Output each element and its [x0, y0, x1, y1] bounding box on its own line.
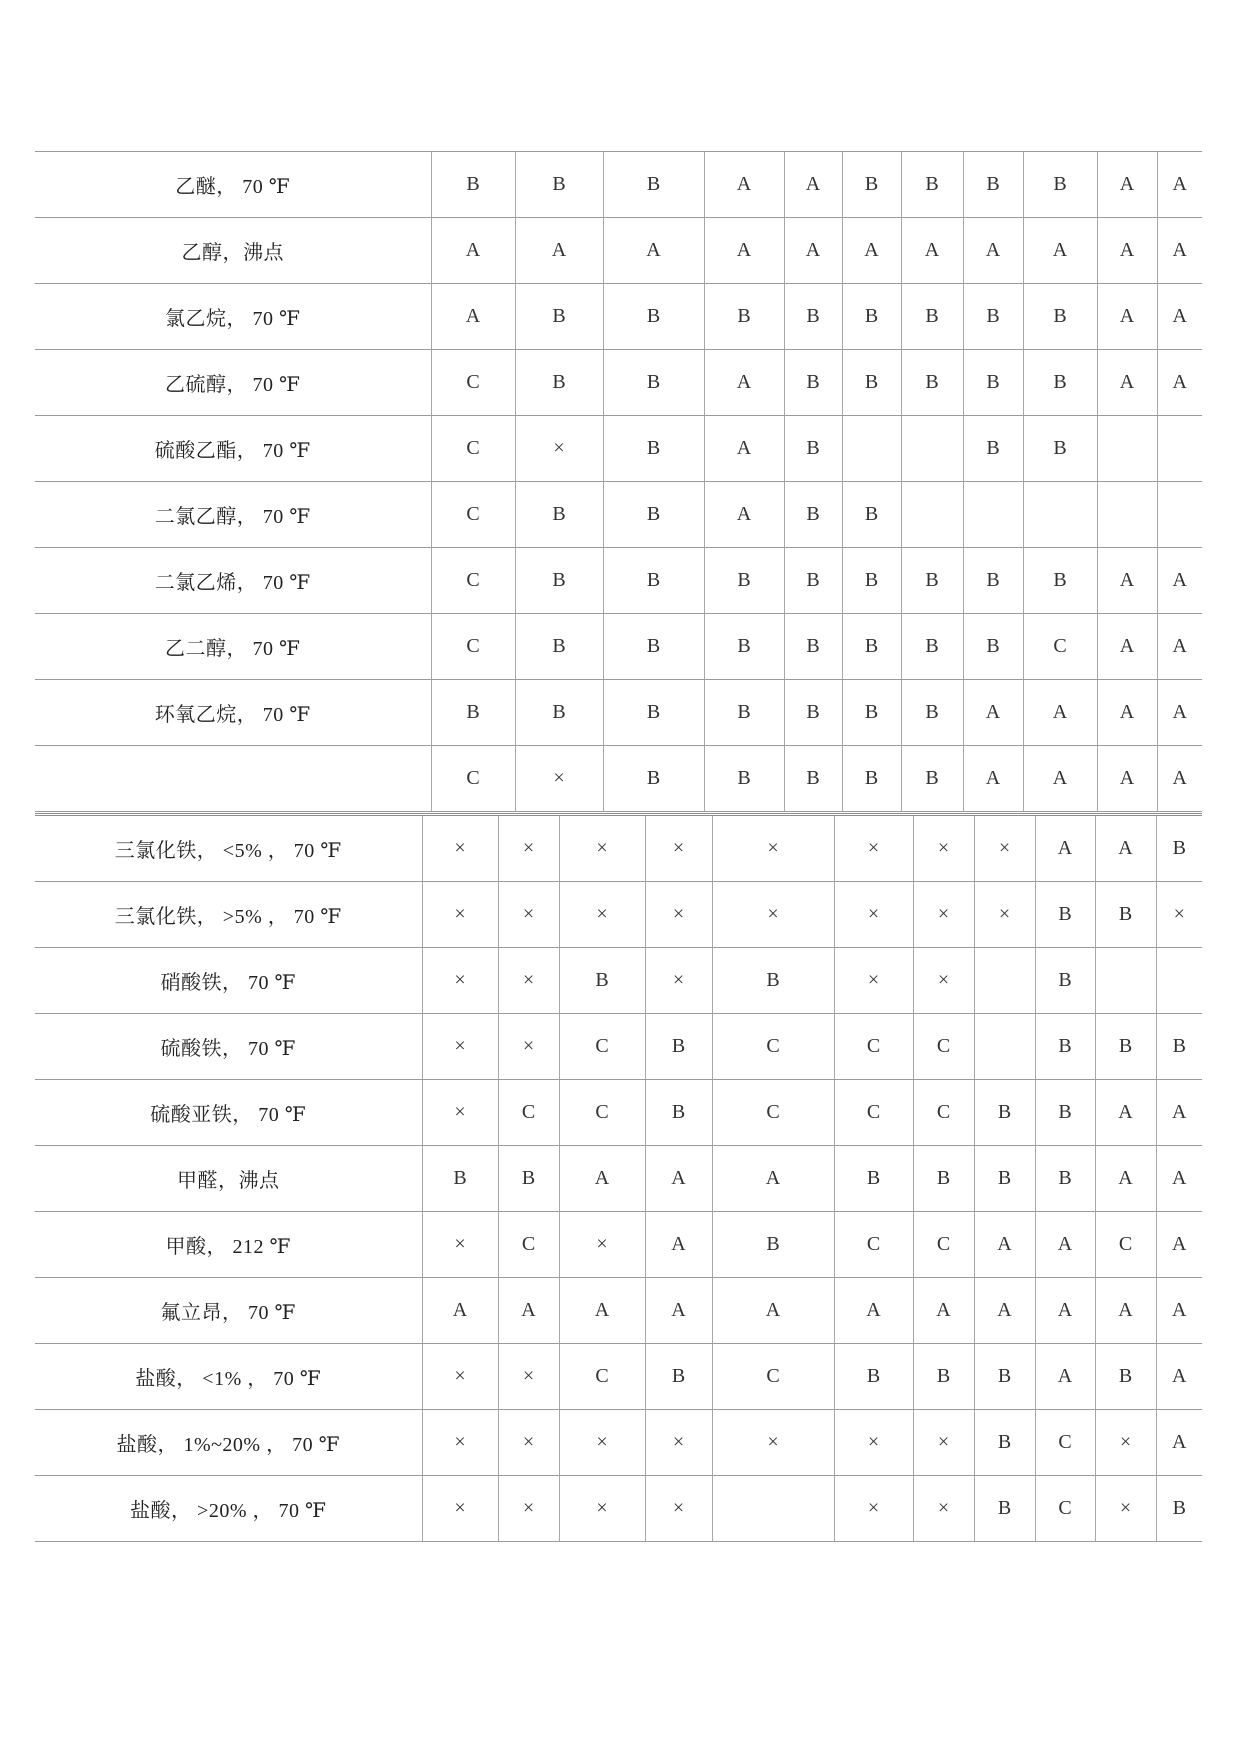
- rating-cell: A: [498, 1278, 559, 1344]
- rating-cell: B: [645, 1344, 712, 1410]
- rating-cell: A: [1097, 614, 1157, 680]
- rating-cell: A: [1023, 218, 1097, 284]
- rating-cell: A: [1095, 1278, 1156, 1344]
- rating-cell: A: [712, 1146, 834, 1212]
- rating-cell: A: [1023, 746, 1097, 812]
- rating-cell: A: [1095, 1146, 1156, 1212]
- table-row: [35, 416, 1202, 482]
- rating-cell: B: [901, 548, 963, 614]
- table-row: [35, 1476, 1202, 1542]
- rating-cell: C: [431, 416, 515, 482]
- rating-cell: A: [1035, 1212, 1095, 1278]
- rating-cell: B: [974, 1146, 1035, 1212]
- rating-cell: ×: [913, 948, 974, 1014]
- rating-cell: B: [559, 948, 645, 1014]
- rating-cell: A: [974, 1278, 1035, 1344]
- rating-cell: [1097, 416, 1157, 482]
- rating-cell: ×: [974, 815, 1035, 882]
- rating-cell: ×: [834, 1410, 913, 1476]
- rating-cell: ×: [498, 948, 559, 1014]
- rating-cell: B: [704, 746, 784, 812]
- rating-cell: ×: [559, 882, 645, 948]
- rating-cell: B: [1156, 1014, 1202, 1080]
- rating-cell: ×: [645, 882, 712, 948]
- rating-cell: C: [913, 1014, 974, 1080]
- rating-cell: ×: [645, 1476, 712, 1542]
- rating-cell: ×: [1156, 882, 1202, 948]
- rating-cell: A: [834, 1278, 913, 1344]
- rating-cell: [1097, 482, 1157, 548]
- rating-cell: B: [1023, 416, 1097, 482]
- rating-cell: A: [1035, 815, 1095, 882]
- row-label: 盐酸， <1% ， 70 ℉: [35, 1344, 422, 1410]
- rating-cell: C: [1035, 1410, 1095, 1476]
- rating-cell: A: [1156, 1146, 1202, 1212]
- rating-cell: A: [704, 218, 784, 284]
- rating-cell: ×: [559, 1212, 645, 1278]
- rating-cell: A: [704, 350, 784, 416]
- rating-cell: B: [974, 1410, 1035, 1476]
- rating-cell: ×: [422, 1212, 498, 1278]
- rating-cell: B: [1035, 1146, 1095, 1212]
- rating-cell: B: [1156, 1476, 1202, 1542]
- rating-cell: A: [1157, 548, 1202, 614]
- table-row: [35, 284, 1202, 350]
- rating-cell: ×: [913, 882, 974, 948]
- rating-cell: ×: [498, 1410, 559, 1476]
- rating-cell: ×: [645, 1410, 712, 1476]
- row-label: 环氧乙烷， 70 ℉: [35, 680, 431, 746]
- row-label: 硫酸铁， 70 ℉: [35, 1014, 422, 1080]
- rating-cell: [1095, 948, 1156, 1014]
- rating-cell: C: [431, 614, 515, 680]
- rating-cell: [901, 482, 963, 548]
- rating-cell: C: [431, 350, 515, 416]
- rating-cell: B: [842, 482, 901, 548]
- rating-cell: B: [974, 1080, 1035, 1146]
- rating-cell: C: [559, 1014, 645, 1080]
- rating-cell: B: [645, 1080, 712, 1146]
- rating-cell: ×: [712, 1410, 834, 1476]
- rating-cell: C: [712, 1014, 834, 1080]
- rating-cell: B: [603, 746, 704, 812]
- rating-cell: A: [963, 680, 1023, 746]
- rating-cell: B: [784, 548, 842, 614]
- rating-cell: A: [1156, 1344, 1202, 1410]
- rating-cell: C: [834, 1014, 913, 1080]
- row-label: 盐酸， 1%~20% ， 70 ℉: [35, 1410, 422, 1476]
- row-label: 氯乙烷， 70 ℉: [35, 284, 431, 350]
- rating-cell: [1157, 482, 1202, 548]
- row-label: 乙二醇， 70 ℉: [35, 614, 431, 680]
- table-row: [35, 815, 1202, 882]
- rating-cell: [974, 1014, 1035, 1080]
- rating-cell: B: [842, 614, 901, 680]
- rating-cell: B: [1095, 1344, 1156, 1410]
- rating-cell: B: [784, 614, 842, 680]
- rating-cell: B: [515, 350, 603, 416]
- rating-cell: B: [901, 152, 963, 218]
- rating-cell: B: [1095, 882, 1156, 948]
- rating-cell: A: [1095, 1080, 1156, 1146]
- rating-cell: C: [712, 1344, 834, 1410]
- rating-cell: B: [431, 152, 515, 218]
- rating-cell: B: [515, 152, 603, 218]
- rating-cell: B: [603, 614, 704, 680]
- rating-cell: [901, 416, 963, 482]
- row-label: 硫酸亚铁， 70 ℉: [35, 1080, 422, 1146]
- rating-cell: C: [834, 1080, 913, 1146]
- rating-cell: B: [645, 1014, 712, 1080]
- rating-cell: A: [1097, 746, 1157, 812]
- rating-cell: ×: [645, 815, 712, 882]
- rating-cell: ×: [559, 1410, 645, 1476]
- rating-cell: A: [784, 152, 842, 218]
- rating-cell: A: [842, 218, 901, 284]
- rating-cell: B: [515, 482, 603, 548]
- rating-cell: A: [913, 1278, 974, 1344]
- rating-cell: A: [515, 218, 603, 284]
- rating-cell: ×: [498, 1476, 559, 1542]
- rating-cell: A: [1157, 350, 1202, 416]
- rating-cell: A: [1097, 548, 1157, 614]
- rating-cell: B: [1035, 882, 1095, 948]
- table-row: [35, 948, 1202, 1014]
- rating-cell: A: [1035, 1344, 1095, 1410]
- rating-cell: B: [963, 284, 1023, 350]
- row-label: 乙醇，沸点: [35, 218, 431, 284]
- rating-cell: B: [963, 416, 1023, 482]
- rating-cell: B: [901, 284, 963, 350]
- rating-cell: B: [603, 680, 704, 746]
- rating-cell: B: [603, 152, 704, 218]
- rating-cell: A: [1035, 1278, 1095, 1344]
- rating-cell: ×: [712, 815, 834, 882]
- rating-cell: B: [784, 680, 842, 746]
- rating-cell: ×: [422, 1080, 498, 1146]
- rating-cell: C: [913, 1080, 974, 1146]
- rating-cell: C: [712, 1080, 834, 1146]
- row-label: 氟立昂， 70 ℉: [35, 1278, 422, 1344]
- rating-cell: A: [1097, 350, 1157, 416]
- rating-cell: A: [1156, 1080, 1202, 1146]
- rating-cell: C: [913, 1212, 974, 1278]
- rating-cell: B: [1023, 548, 1097, 614]
- rating-cell: A: [1095, 815, 1156, 882]
- rating-cell: B: [842, 350, 901, 416]
- rating-cell: ×: [515, 416, 603, 482]
- rating-cell: ×: [1095, 1410, 1156, 1476]
- rating-cell: B: [974, 1476, 1035, 1542]
- rating-cell: A: [645, 1278, 712, 1344]
- rating-cell: B: [834, 1146, 913, 1212]
- rating-cell: ×: [515, 746, 603, 812]
- table-row: [35, 548, 1202, 614]
- rating-cell: B: [784, 350, 842, 416]
- rating-cell: A: [1157, 614, 1202, 680]
- rating-cell: [1156, 948, 1202, 1014]
- rating-cell: ×: [422, 1476, 498, 1542]
- rating-cell: B: [842, 548, 901, 614]
- rating-cell: B: [422, 1146, 498, 1212]
- rating-cell: C: [559, 1080, 645, 1146]
- rating-cell: A: [559, 1146, 645, 1212]
- rating-cell: B: [1095, 1014, 1156, 1080]
- rating-cell: A: [422, 1278, 498, 1344]
- rating-cell: B: [704, 284, 784, 350]
- rating-cell: B: [1023, 350, 1097, 416]
- rating-cell: [1157, 416, 1202, 482]
- rating-cell: B: [901, 680, 963, 746]
- rating-cell: C: [1023, 614, 1097, 680]
- rating-cell: B: [1035, 1014, 1095, 1080]
- rating-cell: B: [842, 152, 901, 218]
- rating-cell: A: [603, 218, 704, 284]
- rating-cell: ×: [498, 1344, 559, 1410]
- rating-cell: B: [974, 1344, 1035, 1410]
- rating-cell: B: [712, 1212, 834, 1278]
- resistance-table-page: [35, 151, 1202, 1542]
- rating-cell: B: [784, 746, 842, 812]
- rating-cell: [1023, 482, 1097, 548]
- rating-cell: C: [498, 1212, 559, 1278]
- rating-cell: ×: [498, 882, 559, 948]
- rating-cell: ×: [422, 1410, 498, 1476]
- rating-cell: B: [603, 482, 704, 548]
- rating-cell: A: [559, 1278, 645, 1344]
- row-label: 乙硫醇， 70 ℉: [35, 350, 431, 416]
- table-row: [35, 1278, 1202, 1344]
- rating-cell: B: [842, 680, 901, 746]
- rating-cell: A: [963, 746, 1023, 812]
- rating-cell: A: [645, 1146, 712, 1212]
- rating-cell: A: [704, 416, 784, 482]
- rating-cell: ×: [712, 882, 834, 948]
- resistance-table-section-2: [35, 813, 1202, 1542]
- rating-cell: C: [431, 482, 515, 548]
- table-row: [35, 1080, 1202, 1146]
- rating-cell: B: [834, 1344, 913, 1410]
- table-row: [35, 1146, 1202, 1212]
- rating-cell: A: [974, 1212, 1035, 1278]
- rating-cell: ×: [422, 815, 498, 882]
- rating-cell: B: [704, 680, 784, 746]
- rating-cell: B: [515, 548, 603, 614]
- rating-cell: A: [963, 218, 1023, 284]
- rating-cell: A: [712, 1278, 834, 1344]
- rating-cell: B: [603, 350, 704, 416]
- rating-cell: C: [1035, 1476, 1095, 1542]
- row-label: 乙醚， 70 ℉: [35, 152, 431, 218]
- rating-cell: B: [603, 548, 704, 614]
- rating-cell: B: [704, 548, 784, 614]
- rating-cell: B: [842, 746, 901, 812]
- rating-cell: B: [901, 614, 963, 680]
- rating-cell: C: [834, 1212, 913, 1278]
- rating-cell: A: [1156, 1278, 1202, 1344]
- rating-cell: B: [963, 548, 1023, 614]
- rating-cell: A: [1097, 218, 1157, 284]
- rating-cell: B: [712, 948, 834, 1014]
- table-row: [35, 1014, 1202, 1080]
- rating-cell: ×: [559, 815, 645, 882]
- rating-cell: A: [1156, 1410, 1202, 1476]
- row-label: 甲酸， 212 ℉: [35, 1212, 422, 1278]
- rating-cell: B: [784, 482, 842, 548]
- rating-cell: B: [1156, 815, 1202, 882]
- rating-cell: B: [963, 152, 1023, 218]
- table-row: [35, 482, 1202, 548]
- table-row: [35, 152, 1202, 218]
- row-label: 硫酸乙酯， 70 ℉: [35, 416, 431, 482]
- table-row: [35, 350, 1202, 416]
- rating-cell: ×: [834, 882, 913, 948]
- rating-cell: C: [498, 1080, 559, 1146]
- rating-cell: [974, 948, 1035, 1014]
- resistance-table-section-1: [35, 151, 1202, 812]
- rating-cell: B: [901, 746, 963, 812]
- rating-cell: ×: [913, 815, 974, 882]
- rating-cell: C: [1095, 1212, 1156, 1278]
- rating-cell: B: [515, 614, 603, 680]
- rating-cell: C: [431, 548, 515, 614]
- row-label: [35, 746, 431, 812]
- rating-cell: ×: [834, 948, 913, 1014]
- rating-cell: A: [1097, 680, 1157, 746]
- rating-cell: A: [784, 218, 842, 284]
- rating-cell: B: [515, 284, 603, 350]
- rating-cell: C: [431, 746, 515, 812]
- rating-cell: A: [1097, 152, 1157, 218]
- rating-cell: B: [784, 416, 842, 482]
- row-label: 二氯乙醇， 70 ℉: [35, 482, 431, 548]
- rating-cell: A: [431, 218, 515, 284]
- table-row: [35, 614, 1202, 680]
- rating-cell: B: [1035, 1080, 1095, 1146]
- rating-cell: ×: [422, 882, 498, 948]
- rating-cell: ×: [913, 1410, 974, 1476]
- table-row: [35, 882, 1202, 948]
- rating-cell: A: [704, 482, 784, 548]
- rating-cell: B: [784, 284, 842, 350]
- rating-cell: B: [1023, 284, 1097, 350]
- table-row: [35, 1410, 1202, 1476]
- rating-cell: A: [1156, 1212, 1202, 1278]
- rating-cell: ×: [498, 815, 559, 882]
- rating-cell: ×: [1095, 1476, 1156, 1542]
- rating-cell: B: [901, 350, 963, 416]
- rating-cell: [842, 416, 901, 482]
- rating-cell: A: [704, 152, 784, 218]
- rating-cell: A: [1097, 284, 1157, 350]
- rating-cell: A: [901, 218, 963, 284]
- rating-cell: B: [842, 284, 901, 350]
- rating-cell: ×: [422, 948, 498, 1014]
- rating-cell: ×: [422, 1344, 498, 1410]
- rating-cell: ×: [422, 1014, 498, 1080]
- rating-cell: B: [704, 614, 784, 680]
- table-row: [35, 1344, 1202, 1410]
- rating-cell: B: [913, 1146, 974, 1212]
- rating-cell: B: [603, 416, 704, 482]
- row-label: 甲醛，沸点: [35, 1146, 422, 1212]
- rating-cell: A: [1157, 152, 1202, 218]
- rating-cell: [963, 482, 1023, 548]
- rating-cell: ×: [834, 1476, 913, 1542]
- rating-cell: ×: [834, 815, 913, 882]
- rating-cell: B: [1035, 948, 1095, 1014]
- rating-cell: A: [1157, 218, 1202, 284]
- rating-cell: B: [498, 1146, 559, 1212]
- rating-cell: [712, 1476, 834, 1542]
- rating-cell: A: [1157, 746, 1202, 812]
- rating-cell: B: [603, 284, 704, 350]
- rating-cell: A: [431, 284, 515, 350]
- table-row: [35, 680, 1202, 746]
- row-label: 二氯乙烯， 70 ℉: [35, 548, 431, 614]
- rating-cell: A: [1157, 284, 1202, 350]
- rating-cell: B: [963, 350, 1023, 416]
- rating-cell: B: [1023, 152, 1097, 218]
- rating-cell: A: [1157, 680, 1202, 746]
- rating-cell: ×: [913, 1476, 974, 1542]
- row-label: 盐酸， >20% ， 70 ℉: [35, 1476, 422, 1542]
- rating-cell: B: [431, 680, 515, 746]
- rating-cell: ×: [559, 1476, 645, 1542]
- table-row: [35, 746, 1202, 812]
- rating-cell: ×: [645, 948, 712, 1014]
- rating-cell: A: [1023, 680, 1097, 746]
- row-label: 三氯化铁， >5% ， 70 ℉: [35, 882, 422, 948]
- rating-cell: ×: [498, 1014, 559, 1080]
- rating-cell: A: [645, 1212, 712, 1278]
- rating-cell: B: [963, 614, 1023, 680]
- row-label: 硝酸铁， 70 ℉: [35, 948, 422, 1014]
- rating-cell: C: [559, 1344, 645, 1410]
- rating-cell: ×: [974, 882, 1035, 948]
- rating-cell: B: [515, 680, 603, 746]
- table-row: [35, 1212, 1202, 1278]
- row-label: 三氯化铁， <5% ， 70 ℉: [35, 815, 422, 882]
- table-row: [35, 218, 1202, 284]
- rating-cell: B: [913, 1344, 974, 1410]
